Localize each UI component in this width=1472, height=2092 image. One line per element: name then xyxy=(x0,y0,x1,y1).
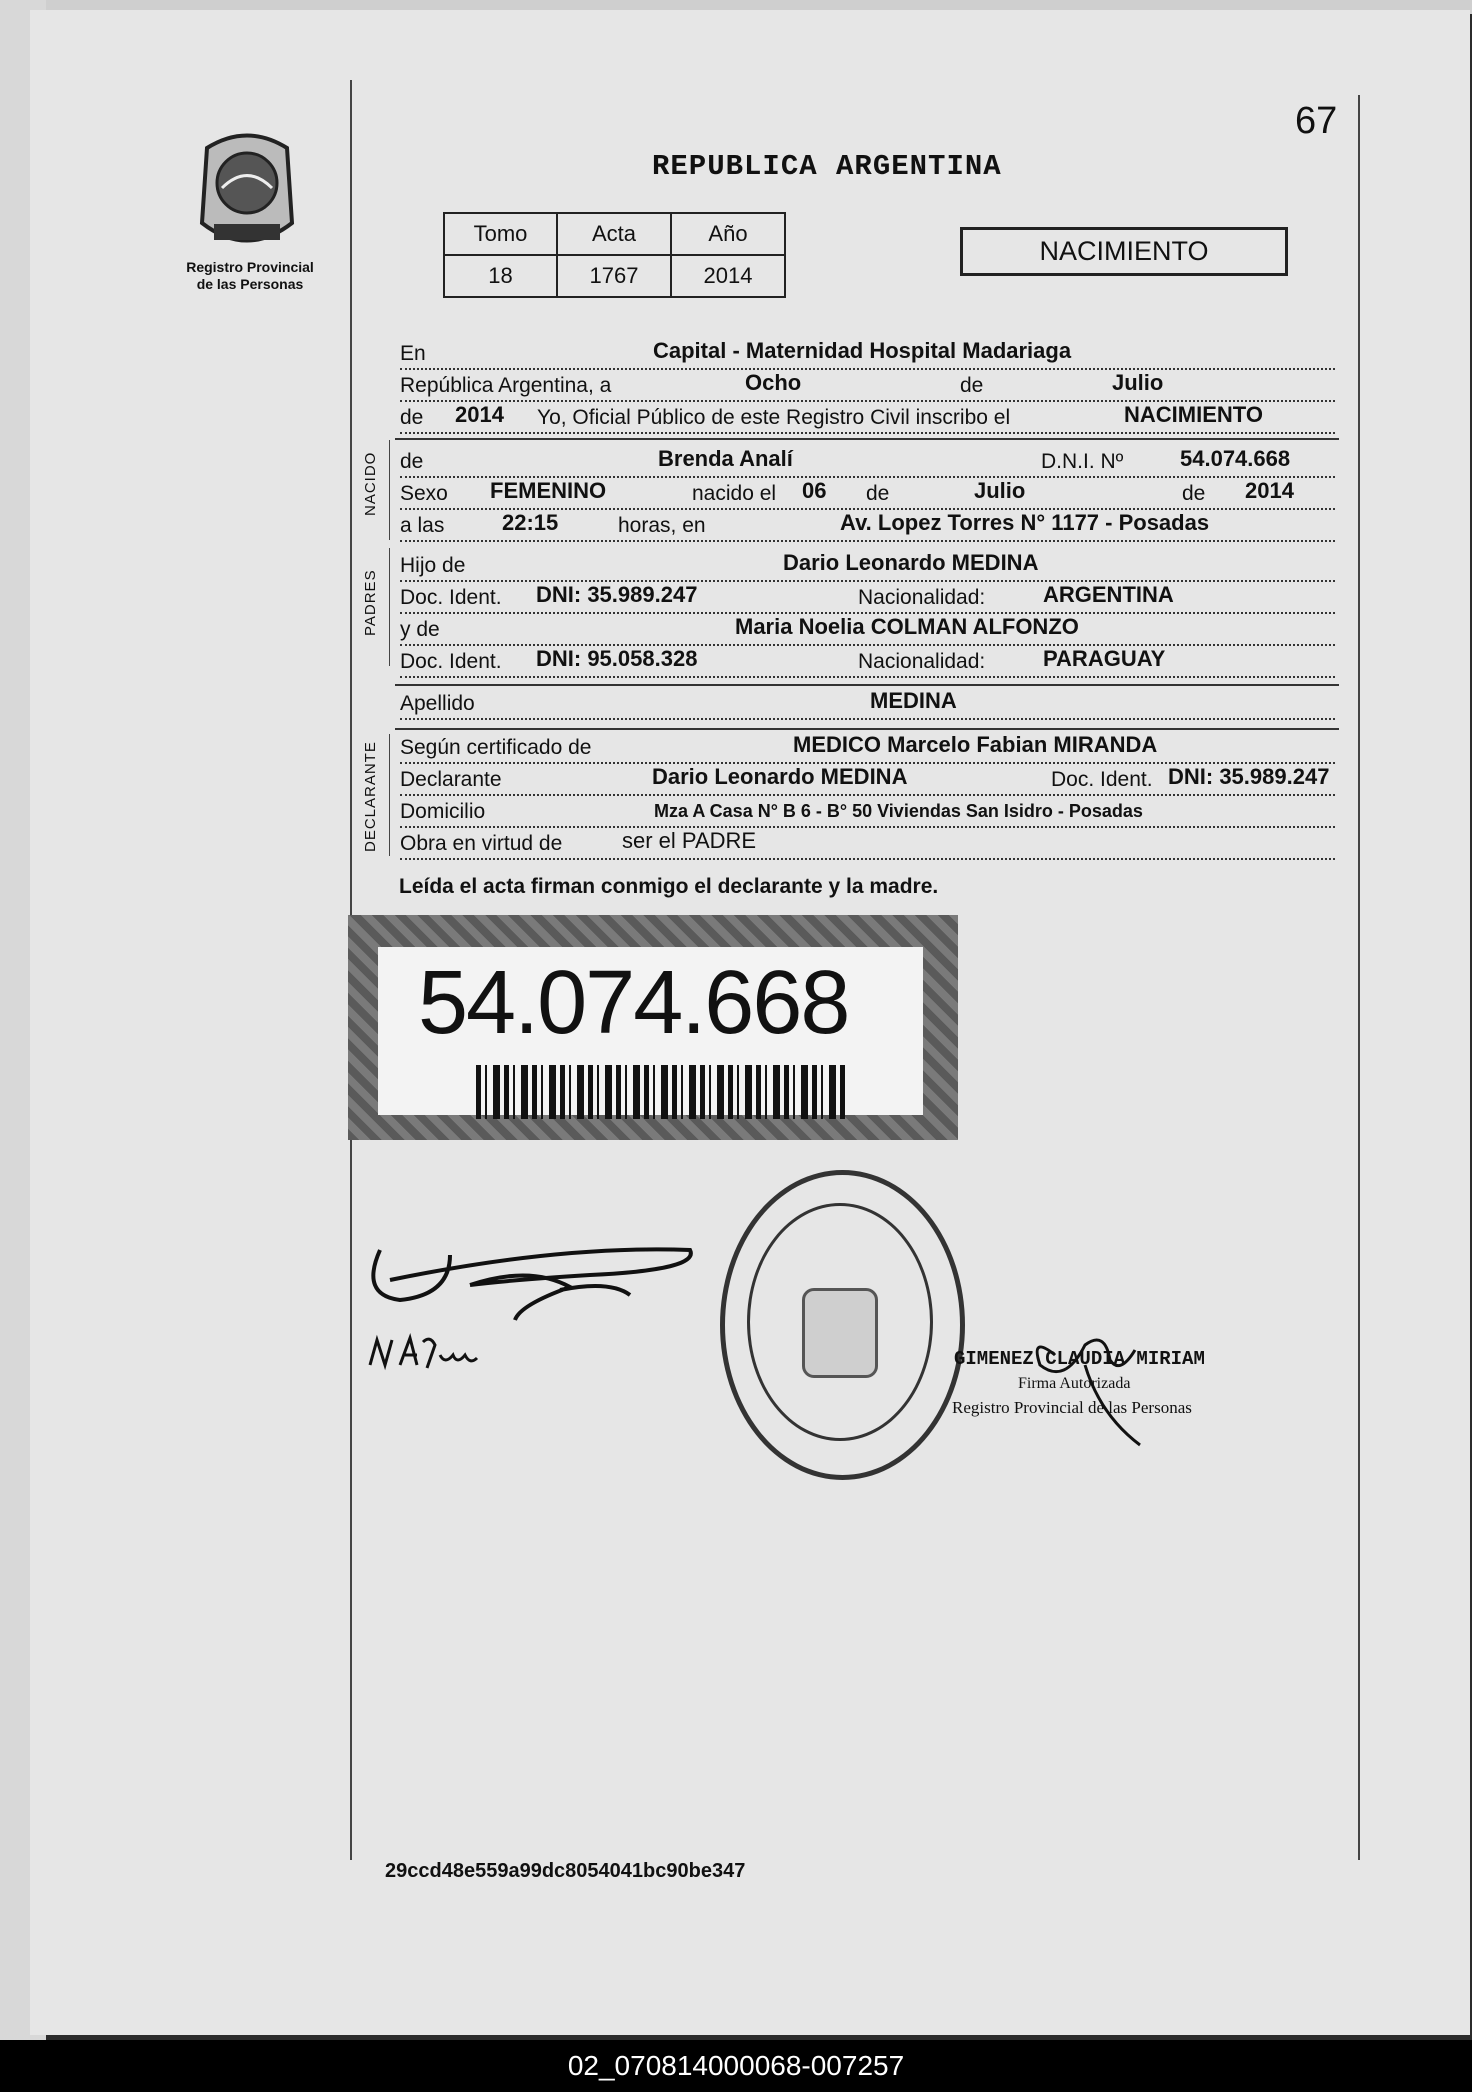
closing-text: Leída el acta firman conmigo el declarante y la madre. xyxy=(399,875,939,898)
section-declarante-label: DECLARANTE xyxy=(362,741,379,852)
nacido-bracket xyxy=(389,440,390,540)
document-title: REPUBLICA ARGENTINA xyxy=(652,150,1002,183)
father-doc: DNI: 35.989.247 xyxy=(536,582,698,607)
row-declarant xyxy=(400,766,1335,796)
role-value: ser el PADRE xyxy=(622,828,757,853)
header-anio: Año xyxy=(671,213,785,255)
hours-label: horas, en xyxy=(618,514,706,537)
address-label: Domicilio xyxy=(400,800,486,823)
seal-emblem-icon xyxy=(802,1288,878,1378)
row-time-place xyxy=(400,512,1335,542)
id-stamp-inner xyxy=(378,947,923,1115)
official-organization: Registro Provincial de las Personas xyxy=(952,1398,1192,1417)
mother-nat-label: Nacionalidad: xyxy=(858,650,986,673)
child-name: Brenda Analí xyxy=(658,446,793,471)
mother-name: Maria Noelia COLMAN ALFONZO xyxy=(735,614,1079,639)
row-certificate xyxy=(400,734,1335,764)
row-father xyxy=(400,552,1335,582)
declarant-signature xyxy=(360,1225,700,1345)
time-label: a las xyxy=(400,514,445,537)
row-mother xyxy=(400,616,1335,646)
row-place xyxy=(400,340,1335,370)
registry-table xyxy=(443,212,786,298)
role-label: Obra en virtud de xyxy=(400,832,563,855)
divider-nacido xyxy=(395,438,1339,440)
value-anio: 2014 xyxy=(671,255,785,297)
declarant-doc-label: Doc. Ident. xyxy=(1051,768,1153,791)
official-role: Firma Autorizada xyxy=(1018,1375,1131,1392)
date-de-label: de xyxy=(960,374,984,397)
mother-doc-label: Doc. Ident. xyxy=(400,650,502,673)
year-text: Yo, Oficial Público de este Registro Civil inscribo el xyxy=(537,406,1011,429)
value-acta: 1767 xyxy=(557,255,671,297)
document-hash: 29ccd48e559a99dc8054041bc90be347 xyxy=(385,1860,746,1882)
year-value: 2014 xyxy=(455,402,504,427)
scan-footer-id: 02_070814000068-007257 xyxy=(0,2040,1472,2092)
father-name: Dario Leonardo MEDINA xyxy=(783,550,1039,575)
child-de-label: de xyxy=(400,450,424,473)
father-nationality: ARGENTINA xyxy=(1043,582,1174,607)
mother-doc: DNI: 95.058.328 xyxy=(536,646,698,671)
id-stamp-number: 54.074.668 xyxy=(418,953,849,1053)
child-dni: 54.074.668 xyxy=(1180,446,1291,471)
father-doc-label: Doc. Ident. xyxy=(400,586,502,609)
year-de-label: de xyxy=(400,406,424,429)
father-label: Hijo de xyxy=(400,554,466,577)
registry-logo-caption xyxy=(170,259,330,293)
mother-signature xyxy=(365,1330,485,1380)
place-label: En xyxy=(400,342,426,365)
dni-label: D.N.I. Nº xyxy=(1041,450,1124,473)
logo-line-1: Registro Provincial xyxy=(186,259,314,275)
declarant-name: Dario Leonardo MEDINA xyxy=(652,764,908,789)
father-nat-label: Nacionalidad: xyxy=(858,586,986,609)
section-padres-label: PADRES xyxy=(362,569,379,636)
born-year: 2014 xyxy=(1245,478,1294,503)
row-father-doc xyxy=(400,584,1335,614)
registry-seal xyxy=(720,1170,965,1480)
born-month: Julio xyxy=(974,478,1026,503)
right-margin-line xyxy=(1358,95,1360,1860)
row-child-name xyxy=(400,448,1335,478)
born-de2-label: de xyxy=(1182,482,1206,505)
year-record: NACIMIENTO xyxy=(1124,402,1263,427)
date-day: Ocho xyxy=(745,370,802,395)
address-value: Mza A Casa N° B 6 - B° 50 Viviendas San Isidro - Posadas xyxy=(654,801,1143,821)
row-mother-doc xyxy=(400,648,1335,678)
seal-inner-ring xyxy=(747,1203,933,1441)
surname-value: MEDINA xyxy=(870,688,957,713)
declarant-doc: DNI: 35.989.247 xyxy=(1168,764,1330,789)
header-acta: Acta xyxy=(557,213,671,255)
row-surname xyxy=(400,690,1335,720)
row-role xyxy=(400,830,1335,860)
official-name: GIMENEZ CLAUDIA MIRIAM xyxy=(954,1348,1205,1370)
row-year xyxy=(400,404,1335,434)
logo-line-2: de las Personas xyxy=(196,276,304,292)
row-address xyxy=(400,798,1335,828)
born-de1-label: de xyxy=(866,482,890,505)
mother-nationality: PARAGUAY xyxy=(1043,646,1166,671)
date-month: Julio xyxy=(1112,370,1164,395)
padres-bracket xyxy=(389,548,390,666)
sex-label: Sexo xyxy=(400,482,448,505)
sex-value: FEMENINO xyxy=(490,478,607,503)
row-sex-birth xyxy=(400,480,1335,510)
place-value: Capital - Maternidad Hospital Madariaga xyxy=(653,338,1072,363)
page-number: 67 xyxy=(1295,100,1338,142)
declarante-bracket xyxy=(389,734,390,856)
divider-apellido xyxy=(395,684,1339,686)
header-tomo: Tomo xyxy=(444,213,557,255)
date-label: República Argentina, a xyxy=(400,374,612,397)
surname-label: Apellido xyxy=(400,692,475,715)
misiones-crest-logo xyxy=(192,128,302,253)
divider-declarante xyxy=(395,728,1339,730)
born-label: nacido el xyxy=(692,482,777,505)
birth-time: 22:15 xyxy=(502,510,559,535)
barcode xyxy=(476,1065,846,1119)
birth-place: Av. Lopez Torres N° 1177 - Posadas xyxy=(840,510,1210,535)
mother-label: y de xyxy=(400,618,440,641)
row-date xyxy=(400,372,1335,402)
section-nacido-label: NACIDO xyxy=(362,451,379,516)
record-type-box: NACIMIENTO xyxy=(960,227,1288,276)
cert-value: MEDICO Marcelo Fabian MIRANDA xyxy=(793,732,1158,757)
born-day: 06 xyxy=(802,478,827,503)
id-number-stamp xyxy=(348,915,958,1140)
value-tomo: 18 xyxy=(444,255,557,297)
cert-label: Según certificado de xyxy=(400,736,592,759)
declarant-label: Declarante xyxy=(400,768,502,791)
